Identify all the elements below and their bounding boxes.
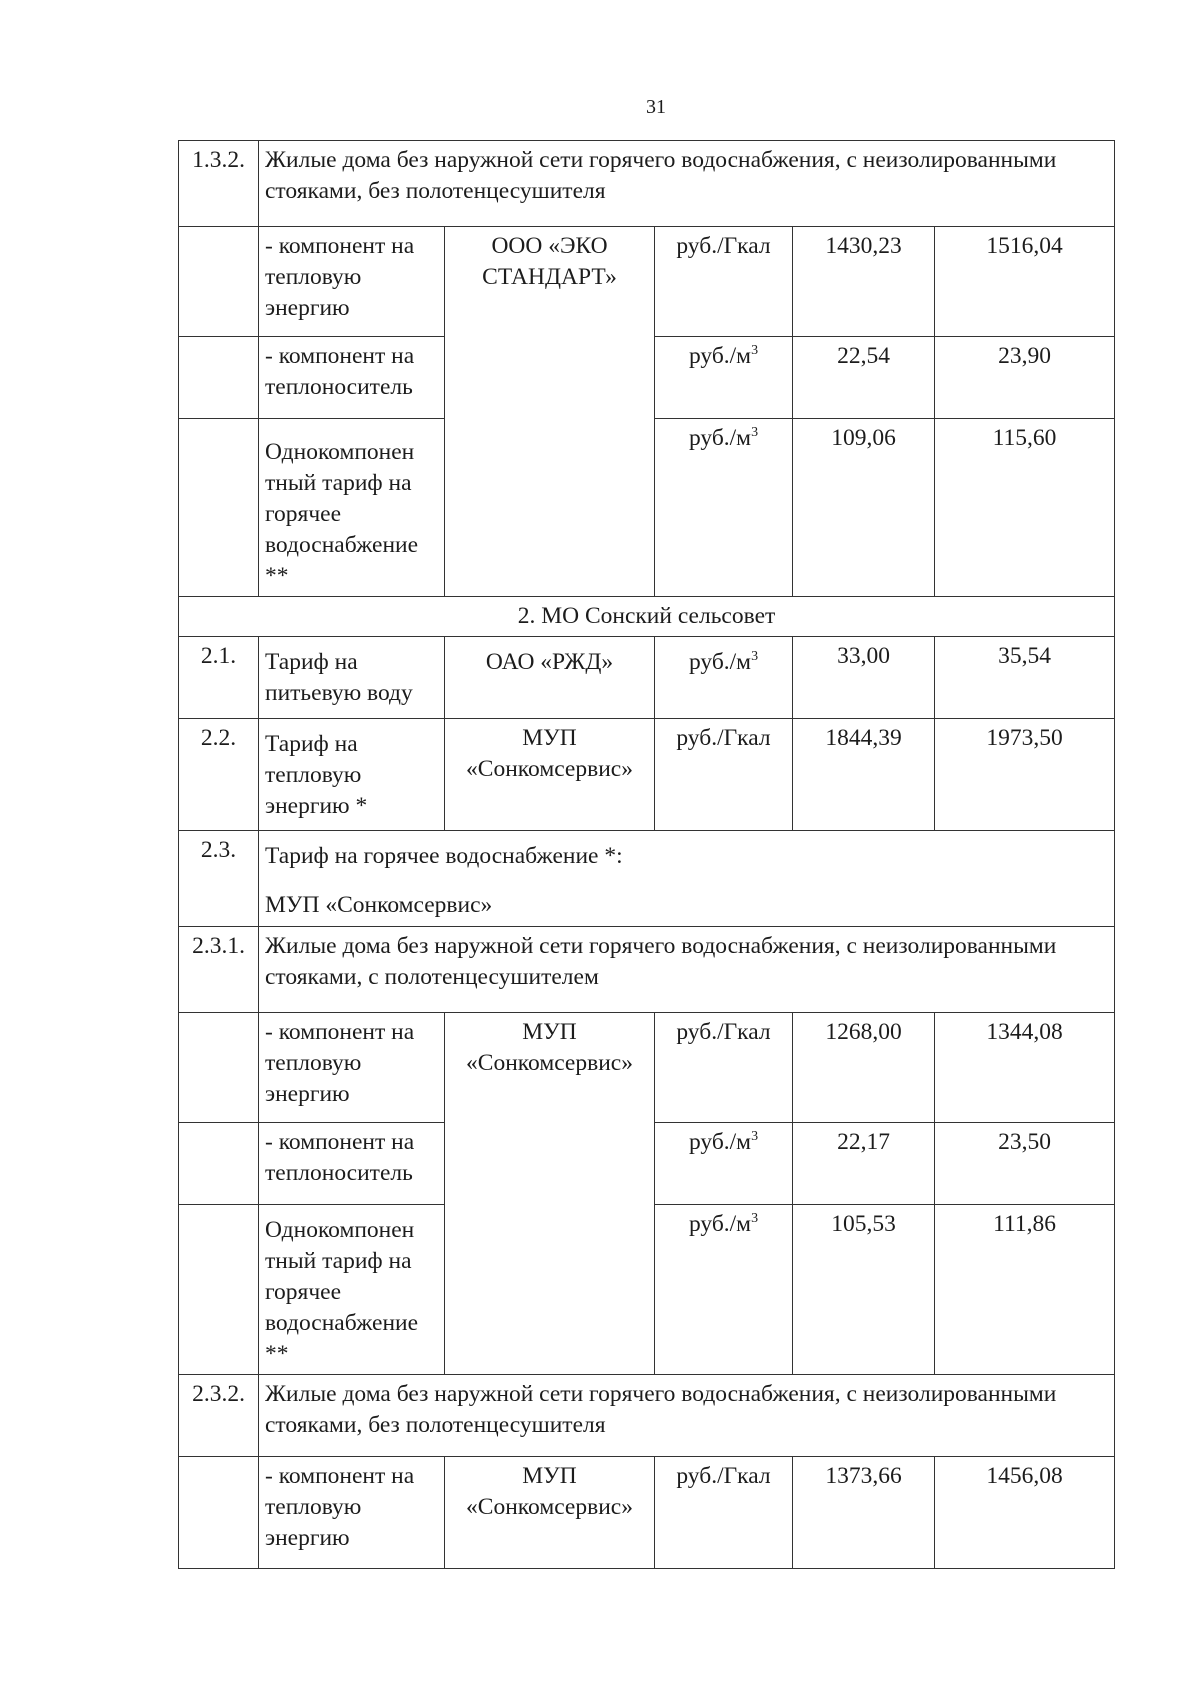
value-year-1: 22,54 xyxy=(793,337,935,419)
empty-cell xyxy=(179,419,259,597)
value-year-1: 109,06 xyxy=(793,419,935,597)
value-year-2: 1344,08 xyxy=(935,1013,1115,1123)
row-number: 2.2. xyxy=(179,719,259,831)
row-number: 2.1. xyxy=(179,637,259,719)
table-row xyxy=(179,831,1115,927)
hot-water-tariff-label: Тариф на горячее водоснабжение *: xyxy=(265,843,623,869)
organization-name: МУП «Сонкомсервис» xyxy=(445,1013,655,1375)
empty-cell xyxy=(179,337,259,419)
row-number: 1.3.2. xyxy=(179,141,259,227)
value-year-1: 1373,66 xyxy=(793,1457,935,1569)
value-year-1: 1430,23 xyxy=(793,227,935,337)
row-number: 2.3.1. xyxy=(179,927,259,1013)
unit-text: руб./Гкал xyxy=(676,725,771,751)
row-number: 2.3. xyxy=(179,831,259,927)
section-row xyxy=(179,597,1115,637)
value-year-1: 1268,00 xyxy=(793,1013,935,1123)
unit-cell xyxy=(655,337,793,419)
unit-cell xyxy=(655,1205,793,1375)
unit-cell xyxy=(655,719,793,831)
row-2-3-2-header xyxy=(179,1375,1115,1457)
row-2-3-1-header xyxy=(179,927,1115,1013)
unit-text: руб./м xyxy=(688,1129,752,1155)
unit-text: руб./Гкал xyxy=(676,1463,771,1489)
unit-superscript: 3 xyxy=(751,1129,759,1145)
value-year-2: 1973,50 xyxy=(935,719,1115,831)
empty-cell xyxy=(179,227,259,337)
page-number: 31 xyxy=(646,96,666,118)
value-year-1: 22,17 xyxy=(793,1123,935,1205)
organization-name: ООО «ЭКО СТАНДАРТ» xyxy=(445,227,655,597)
unit-cell xyxy=(655,1013,793,1123)
value-year-2: 23,90 xyxy=(935,337,1115,419)
value-year-1: 105,53 xyxy=(793,1205,935,1375)
empty-cell xyxy=(179,1205,259,1375)
component-label: - компонент на теплоноситель xyxy=(259,337,445,419)
unit-superscript: 3 xyxy=(751,425,759,441)
unit-text: руб./м xyxy=(688,343,752,369)
component-label: - компонент на тепловую энергию xyxy=(259,1457,445,1569)
tariff-table xyxy=(178,140,1115,1569)
component-label: - компонент на теплоноситель xyxy=(259,1123,445,1205)
unit-cell xyxy=(655,1457,793,1569)
component-label: Однокомпонен тный тариф на горячее водоснабжение ** xyxy=(259,419,445,597)
row-1-3-2-header xyxy=(179,141,1115,227)
value-year-2: 115,60 xyxy=(935,419,1115,597)
component-label: - компонент на тепловую энергию xyxy=(259,227,445,337)
table-row xyxy=(179,1013,1115,1123)
organization-name: МУП «Сонкомсервис» xyxy=(265,892,493,918)
value-year-2: 23,50 xyxy=(935,1123,1115,1205)
value-year-2: 35,54 xyxy=(935,637,1115,719)
unit-text: руб./Гкал xyxy=(676,233,771,259)
row-description: Жилые дома без наружной сети горячего водоснабжения, с неизолированными стояками, без полотенцесушителя xyxy=(259,141,1115,227)
unit-text: руб./Гкал xyxy=(676,1019,771,1045)
table-row xyxy=(179,227,1115,337)
table-row xyxy=(179,719,1115,831)
row-description xyxy=(259,831,1115,927)
value-year-2: 111,86 xyxy=(935,1205,1115,1375)
unit-cell xyxy=(655,419,793,597)
value-year-2: 1456,08 xyxy=(935,1457,1115,1569)
empty-cell xyxy=(179,1457,259,1569)
row-description: Жилые дома без наружной сети горячего водоснабжения, с неизолированными стояками, без полотенцесушителя xyxy=(259,1375,1115,1457)
row-description: Жилые дома без наружной сети горячего водоснабжения, с неизолированными стояками, с полотенцесушителем xyxy=(259,927,1115,1013)
component-label: Однокомпонен тный тариф на горячее водоснабжение ** xyxy=(259,1205,445,1375)
component-label: Тариф на тепловую энергию * xyxy=(259,719,445,831)
unit-cell xyxy=(655,637,793,719)
value-year-1: 1844,39 xyxy=(793,719,935,831)
unit-cell xyxy=(655,227,793,337)
empty-cell xyxy=(179,1123,259,1205)
unit-superscript: 3 xyxy=(751,343,759,359)
empty-cell xyxy=(179,1013,259,1123)
value-year-1: 33,00 xyxy=(793,637,935,719)
unit-text: руб./м xyxy=(688,649,752,675)
row-number: 2.3.2. xyxy=(179,1375,259,1457)
table-row xyxy=(179,1457,1115,1569)
unit-text: руб./м xyxy=(688,1211,752,1237)
section-title: 2. МО Сонский сельсовет xyxy=(179,597,1115,637)
unit-superscript: 3 xyxy=(751,649,759,665)
table-row xyxy=(179,637,1115,719)
component-label: - компонент на тепловую энергию xyxy=(259,1013,445,1123)
unit-text: руб./м xyxy=(688,425,752,451)
unit-cell xyxy=(655,1123,793,1205)
component-label: Тариф на питьевую воду xyxy=(259,637,445,719)
organization-name: МУП «Сонкомсервис» xyxy=(445,719,655,831)
unit-superscript: 3 xyxy=(751,1211,759,1227)
organization-name: ОАО «РЖД» xyxy=(445,637,655,719)
value-year-2: 1516,04 xyxy=(935,227,1115,337)
organization-name: МУП «Сонкомсервис» xyxy=(445,1457,655,1569)
